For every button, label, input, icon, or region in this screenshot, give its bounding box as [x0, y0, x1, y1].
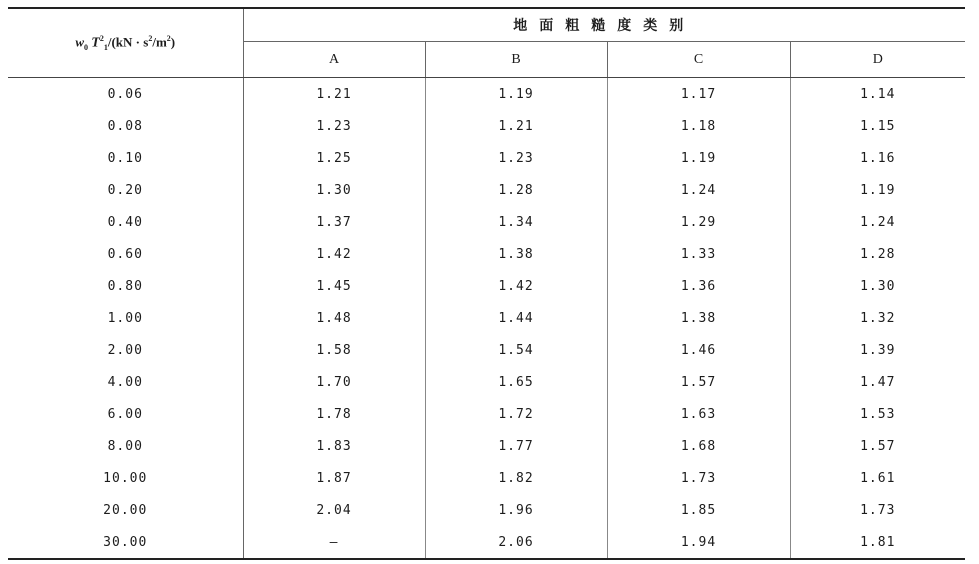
value-cell-b: 1.23	[425, 142, 607, 174]
table-row	[8, 430, 965, 462]
value-cell-c: 1.63	[607, 398, 790, 430]
value-cell-d: 1.39	[790, 334, 965, 366]
value-cell-d: 1.24	[790, 206, 965, 238]
value-cell-a: 1.37	[243, 206, 425, 238]
t-subscript: 1	[103, 42, 108, 52]
value-cell-c: 1.33	[607, 238, 790, 270]
table-row	[8, 78, 965, 111]
w-subscript: 0	[84, 42, 89, 52]
table-row	[8, 398, 965, 430]
t-symbol: T	[91, 35, 100, 51]
value-cell-d: 1.81	[790, 526, 965, 559]
row-key-cell: 30.00	[8, 526, 243, 559]
value-cell-b: 1.42	[425, 270, 607, 302]
value-cell-b: 1.54	[425, 334, 607, 366]
group-header: 地面粗糙度类别	[243, 8, 965, 42]
value-cell-b: 1.38	[425, 238, 607, 270]
value-cell-d: 1.47	[790, 366, 965, 398]
t-superscript: 2	[99, 34, 104, 44]
table-row	[8, 110, 965, 142]
row-key-cell: 2.00	[8, 334, 243, 366]
value-cell-b: 1.82	[425, 462, 607, 494]
row-key-cell: 10.00	[8, 462, 243, 494]
table-row	[8, 206, 965, 238]
row-key-cell: 8.00	[8, 430, 243, 462]
value-cell-b: 1.21	[425, 110, 607, 142]
value-cell-c: 1.38	[607, 302, 790, 334]
value-cell-b: 1.96	[425, 494, 607, 526]
row-key-cell: 0.10	[8, 142, 243, 174]
column-header-d: D	[790, 42, 965, 78]
value-cell-a: 1.30	[243, 174, 425, 206]
w-symbol: w	[75, 34, 85, 50]
row-key-cell: 6.00	[8, 398, 243, 430]
value-cell-a: 1.23	[243, 110, 425, 142]
table-row	[8, 334, 965, 366]
value-cell-a: 1.21	[243, 78, 425, 111]
table-row	[8, 366, 965, 398]
table-row	[8, 526, 965, 559]
value-cell-a: 1.58	[243, 334, 425, 366]
value-cell-c: 1.85	[607, 494, 790, 526]
table-row	[8, 142, 965, 174]
value-cell-a: 1.42	[243, 238, 425, 270]
value-cell-d: 1.73	[790, 494, 965, 526]
table-row	[8, 174, 965, 206]
value-cell-b: 1.28	[425, 174, 607, 206]
value-cell-d: 1.30	[790, 270, 965, 302]
value-cell-c: 1.46	[607, 334, 790, 366]
value-cell-c: 1.57	[607, 366, 790, 398]
row-key-cell: 0.06	[8, 78, 243, 111]
row-header-label	[8, 8, 243, 78]
value-cell-c: 1.24	[607, 174, 790, 206]
row-key-cell: 20.00	[8, 494, 243, 526]
table-body	[8, 78, 965, 560]
value-cell-c: 1.29	[607, 206, 790, 238]
table-row	[8, 270, 965, 302]
row-key-cell: 0.20	[8, 174, 243, 206]
row-key-cell: 0.08	[8, 110, 243, 142]
value-cell-a: 1.70	[243, 366, 425, 398]
unit-superscript-1: 2	[148, 34, 153, 44]
value-cell-a: 1.48	[243, 302, 425, 334]
value-cell-b: 1.65	[425, 366, 607, 398]
value-cell-a: —	[243, 526, 425, 559]
unit-open: /(kN · s	[107, 34, 149, 50]
unit-close: )	[170, 34, 176, 50]
column-header-a: A	[243, 42, 425, 78]
table-row	[8, 494, 965, 526]
row-key-cell: 0.60	[8, 238, 243, 270]
value-cell-b: 1.34	[425, 206, 607, 238]
value-cell-a: 1.78	[243, 398, 425, 430]
value-cell-c: 1.18	[607, 110, 790, 142]
value-cell-a: 1.25	[243, 142, 425, 174]
value-cell-b: 1.19	[425, 78, 607, 111]
value-cell-a: 1.83	[243, 430, 425, 462]
row-key-cell: 0.40	[8, 206, 243, 238]
column-header-b: B	[425, 42, 607, 78]
table-row	[8, 238, 965, 270]
value-cell-b: 1.77	[425, 430, 607, 462]
value-cell-d: 1.14	[790, 78, 965, 111]
value-cell-d: 1.57	[790, 430, 965, 462]
value-cell-c: 1.68	[607, 430, 790, 462]
value-cell-d: 1.15	[790, 110, 965, 142]
unit-superscript-2: 2	[166, 34, 171, 44]
row-key-cell: 0.80	[8, 270, 243, 302]
value-cell-d: 1.16	[790, 142, 965, 174]
value-cell-d: 1.19	[790, 174, 965, 206]
value-cell-b: 2.06	[425, 526, 607, 559]
value-cell-c: 1.36	[607, 270, 790, 302]
value-cell-a: 1.45	[243, 270, 425, 302]
value-cell-c: 1.73	[607, 462, 790, 494]
row-key-cell: 1.00	[8, 302, 243, 334]
unit-mid: /m	[152, 34, 167, 50]
table-row	[8, 462, 965, 494]
value-cell-b: 1.44	[425, 302, 607, 334]
value-cell-d: 1.53	[790, 398, 965, 430]
coefficient-table	[8, 7, 965, 560]
value-cell-c: 1.19	[607, 142, 790, 174]
table-row	[8, 302, 965, 334]
value-cell-a: 2.04	[243, 494, 425, 526]
value-cell-c: 1.17	[607, 78, 790, 111]
column-header-c: C	[607, 42, 790, 78]
value-cell-d: 1.28	[790, 238, 965, 270]
value-cell-d: 1.61	[790, 462, 965, 494]
row-key-cell: 4.00	[8, 366, 243, 398]
value-cell-a: 1.87	[243, 462, 425, 494]
value-cell-d: 1.32	[790, 302, 965, 334]
value-cell-c: 1.94	[607, 526, 790, 559]
value-cell-b: 1.72	[425, 398, 607, 430]
